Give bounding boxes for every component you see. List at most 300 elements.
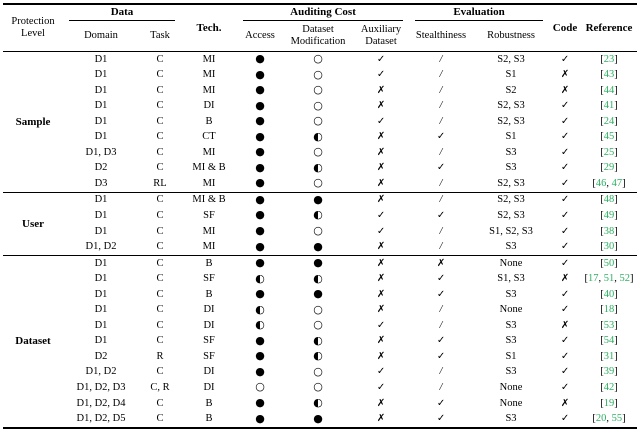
tech-cell: MI	[202, 177, 216, 189]
task-cell: C	[156, 413, 164, 425]
tech-cell: MI	[202, 225, 216, 237]
domain-cell: D1	[94, 209, 108, 221]
table-row	[3, 334, 637, 350]
stealthiness-symbol: /	[439, 225, 443, 237]
dataset-modification-symbol: ○	[313, 145, 323, 159]
dataset-modification-symbol: ○	[313, 176, 323, 190]
tech-cell: DI	[203, 381, 215, 393]
robustness-cell: S3	[505, 319, 517, 331]
citation-link[interactable]: 50	[603, 257, 615, 269]
header-sub-row	[3, 22, 637, 52]
citation-link[interactable]: 53	[603, 319, 615, 331]
auxiliary-dataset-symbol: ✗	[376, 413, 386, 425]
dataset-modification-symbol: ○	[313, 114, 323, 128]
access-symbol: ●	[255, 208, 265, 222]
access-symbol: ●	[255, 114, 265, 128]
reference-cell: [24]	[600, 115, 618, 127]
citation-link[interactable]: 30	[603, 241, 615, 253]
auxiliary-dataset-symbol: ✗	[376, 241, 386, 253]
reference-cell: [53]	[600, 319, 618, 331]
stealthiness-symbol: ✗	[436, 257, 446, 269]
access-symbol: ●	[255, 192, 265, 206]
column-header-domain: Domain	[63, 22, 139, 52]
dataset-modification-symbol: ○	[313, 83, 323, 97]
domain-cell: D1	[94, 84, 108, 96]
stealthiness-symbol: ✓	[436, 273, 446, 285]
robustness-cell: S2, S3	[497, 53, 525, 65]
robustness-cell: S1	[505, 131, 517, 143]
code-symbol: ✓	[560, 257, 570, 269]
citation-link[interactable]: 46	[595, 177, 607, 189]
citation-link[interactable]: 52	[619, 273, 631, 285]
access-symbol: ●	[255, 396, 265, 410]
code-symbol: ✓	[560, 131, 570, 143]
access-symbol: ◐	[255, 302, 265, 316]
auxiliary-dataset-symbol: ✓	[376, 209, 386, 221]
access-symbol: ●	[255, 52, 265, 65]
task-cell: R	[156, 350, 164, 362]
access-symbol: ●	[255, 129, 265, 143]
access-symbol: ●	[255, 411, 265, 425]
auxiliary-dataset-symbol: ✓	[376, 53, 386, 65]
table-row	[3, 240, 637, 256]
dataset-modification-symbol: ○	[313, 224, 323, 238]
dataset-modification-symbol: ○	[313, 380, 323, 394]
dataset-modification-symbol: ●	[313, 239, 323, 253]
auxiliary-dataset-symbol: ✓	[376, 319, 386, 331]
code-symbol: ✓	[560, 241, 570, 253]
task-cell: RL	[153, 177, 167, 189]
task-cell: C	[156, 397, 164, 409]
table-row	[3, 83, 637, 99]
code-symbol: ✗	[560, 84, 570, 96]
domain-cell: D1	[94, 131, 108, 143]
code-symbol: ✗	[560, 273, 570, 285]
code-symbol: ✓	[560, 304, 570, 316]
citation-link[interactable]: 25	[603, 146, 615, 158]
tech-cell: CT	[202, 131, 216, 143]
robustness-cell: S3	[505, 146, 517, 158]
domain-cell: D2	[94, 350, 108, 362]
domain-cell: D3	[94, 177, 108, 189]
access-symbol: ●	[255, 145, 265, 159]
stealthiness-symbol: ✓	[436, 288, 446, 300]
tech-cell: SF	[203, 273, 215, 285]
dataset-modification-symbol: ○	[313, 52, 323, 65]
task-cell: C	[156, 225, 164, 237]
tech-cell: SF	[203, 209, 215, 221]
stealthiness-symbol: /	[439, 115, 443, 127]
stealthiness-symbol: /	[439, 319, 443, 331]
robustness-cell: S1, S2, S3	[489, 225, 533, 237]
table-row	[3, 224, 637, 240]
citation-link[interactable]: 42	[603, 381, 615, 393]
domain-cell: D1, D3	[85, 146, 117, 158]
task-cell: C	[156, 53, 164, 65]
stealthiness-symbol: /	[439, 366, 443, 378]
table-row	[3, 161, 637, 177]
auxiliary-dataset-symbol: ✗	[376, 84, 386, 96]
access-symbol: ●	[255, 349, 265, 363]
robustness-cell: S3	[505, 241, 517, 253]
table-row	[3, 99, 637, 115]
domain-cell: D2	[94, 162, 108, 174]
domain-cell: D1, D2, D4	[76, 397, 126, 409]
access-symbol: ●	[255, 176, 265, 190]
table-row	[3, 256, 637, 272]
reference-cell: [17, 51, 52]	[584, 273, 634, 285]
task-cell: C	[156, 241, 164, 253]
tech-cell: MI & B	[181, 192, 237, 208]
dataset-modification-symbol: ◐	[313, 208, 323, 222]
citation-link[interactable]: 48	[603, 194, 615, 206]
column-header-dataset-modification: Dataset Modification	[283, 22, 353, 52]
citation-link[interactable]: 47	[611, 177, 623, 189]
access-symbol: ●	[255, 160, 265, 174]
domain-cell: D1	[94, 225, 108, 237]
task-cell: C	[156, 100, 164, 112]
robustness-cell: S1	[505, 69, 517, 81]
reference-cell: [41]	[600, 100, 618, 112]
table-row	[3, 208, 637, 224]
table-row	[3, 303, 637, 319]
stealthiness-symbol: ✓	[436, 397, 446, 409]
tech-cell: B	[205, 397, 213, 409]
stealthiness-symbol: ✓	[436, 209, 446, 221]
table-row	[3, 396, 637, 412]
robustness-cell: S1, S3	[497, 273, 525, 285]
domain-cell: D1	[94, 273, 108, 285]
reference-cell: [19]	[600, 397, 618, 409]
stealthiness-symbol: /	[439, 241, 443, 253]
citation-link[interactable]: 18	[603, 304, 615, 316]
stealthiness-symbol: /	[439, 304, 443, 316]
domain-cell: D1	[94, 100, 108, 112]
column-header-protection-level: Protection Level	[3, 4, 63, 52]
domain-cell: D1	[94, 288, 108, 300]
reference-cell: [31]	[600, 350, 618, 362]
code-symbol: ✓	[560, 225, 570, 237]
dataset-modification-symbol: ◐	[313, 271, 323, 285]
table-row	[3, 272, 637, 288]
table-row	[3, 145, 637, 161]
auxiliary-dataset-symbol: ✗	[376, 288, 386, 300]
domain-cell: D1	[94, 53, 108, 65]
header-group-row	[3, 4, 637, 22]
task-cell: C	[156, 366, 164, 378]
access-symbol: ●	[255, 67, 265, 81]
column-group-auditing-cost: Auditing Cost	[237, 4, 409, 22]
code-symbol: ✓	[560, 162, 570, 174]
citation-link[interactable]: 51	[603, 273, 615, 285]
table-header	[3, 4, 637, 52]
reference-cell: [44]	[600, 84, 618, 96]
task-cell: C	[156, 131, 164, 143]
reference-cell: [29]	[600, 162, 618, 174]
task-cell: C	[156, 84, 164, 96]
robustness-cell: S1	[505, 350, 517, 362]
tech-cell: MI & B	[192, 162, 226, 174]
column-header-robustness: Robustness	[473, 22, 549, 52]
reference-cell: [42]	[600, 381, 618, 393]
table-row	[3, 68, 637, 84]
reference-cell: [23]	[600, 53, 618, 65]
code-symbol: ✓	[560, 209, 570, 221]
tech-cell: MI	[202, 241, 216, 253]
domain-cell: D1, D2, D3	[76, 381, 126, 393]
column-group-data: Data	[63, 4, 181, 22]
domain-cell: D1	[94, 69, 108, 81]
access-symbol: ●	[255, 98, 265, 112]
access-symbol: ●	[255, 256, 265, 270]
auxiliary-dataset-symbol: ✗	[376, 146, 386, 158]
robustness-cell: None	[499, 397, 523, 409]
tech-cell: DI	[203, 366, 215, 378]
reference-cell: [54]	[600, 335, 618, 347]
citation-link[interactable]: 23	[603, 53, 615, 65]
dataset-modification-symbol: ●	[313, 287, 323, 301]
code-symbol: ✓	[560, 146, 570, 158]
citation-link[interactable]: 40	[603, 288, 615, 300]
access-symbol: ●	[255, 239, 265, 253]
reference-cell: [48]	[581, 192, 637, 208]
domain-cell: D1	[63, 256, 139, 272]
dataset-modification-symbol: ●	[313, 192, 323, 206]
stealthiness-symbol: ✓	[436, 350, 446, 362]
robustness-cell: S3	[505, 288, 517, 300]
task-cell: C	[156, 209, 164, 221]
code-symbol: ✗	[560, 319, 570, 331]
auxiliary-dataset-symbol: ✗	[376, 194, 386, 206]
citation-link[interactable]: 20	[595, 413, 607, 425]
auxiliary-dataset-symbol: ✓	[376, 381, 386, 393]
audit-methods-table	[3, 3, 637, 429]
code-symbol: ✓	[560, 350, 570, 362]
column-header-code: Code	[549, 4, 581, 52]
citation-link[interactable]: 43	[603, 69, 615, 81]
reference-cell: [18]	[600, 304, 618, 316]
stealthiness-symbol: /	[439, 53, 443, 65]
task-cell: C	[139, 256, 181, 272]
table-row	[3, 192, 637, 208]
tech-cell: B	[181, 256, 237, 272]
tech-cell: B	[205, 413, 213, 425]
code-symbol: ✓	[560, 413, 570, 425]
auxiliary-dataset-symbol: ✗	[376, 397, 386, 409]
table-row	[3, 130, 637, 146]
task-cell: C	[156, 69, 164, 81]
table-row	[3, 318, 637, 334]
code-symbol: ✗	[560, 397, 570, 409]
tech-cell: SF	[203, 335, 215, 347]
dataset-modification-symbol: ●	[313, 411, 323, 425]
task-cell: C	[156, 319, 164, 331]
robustness-cell: S3	[505, 413, 517, 425]
column-header-task: Task	[139, 22, 181, 52]
stealthiness-symbol: /	[439, 69, 443, 81]
stealthiness-symbol: ✓	[436, 131, 446, 143]
protection-level-label-sample: Sample	[15, 115, 51, 128]
code-symbol: ✓	[560, 177, 570, 189]
domain-cell: D1	[63, 192, 139, 208]
reference-cell: [46, 47]	[592, 177, 626, 189]
table-row	[3, 365, 637, 381]
domain-cell: D1	[94, 304, 108, 316]
robustness-cell: S2	[505, 84, 517, 96]
auxiliary-dataset-symbol: ✗	[376, 273, 386, 285]
reference-cell: [50]	[581, 256, 637, 272]
tech-cell: MI	[202, 84, 216, 96]
auxiliary-dataset-symbol: ✓	[376, 366, 386, 378]
domain-cell: D1, D2, D5	[76, 413, 126, 425]
citation-link[interactable]: 29	[603, 162, 615, 174]
citation-link[interactable]: 41	[603, 100, 615, 112]
domain-cell: D1	[94, 319, 108, 331]
dataset-modification-symbol: ◐	[313, 160, 323, 174]
code-symbol: ✓	[560, 100, 570, 112]
auxiliary-dataset-symbol: ✓	[376, 69, 386, 81]
citation-link[interactable]: 38	[603, 225, 615, 237]
robustness-cell: S2, S3	[497, 177, 525, 189]
column-header-auxiliary-dataset: Auxiliary Dataset	[353, 22, 409, 52]
column-header-tech: Tech.	[181, 4, 237, 52]
tech-cell: MI	[202, 69, 216, 81]
protection-level-label-user: User	[3, 192, 63, 255]
code-symbol: ✓	[560, 115, 570, 127]
auxiliary-dataset-symbol: ✗	[376, 162, 386, 174]
tech-cell: MI	[202, 53, 216, 65]
stealthiness-symbol: /	[439, 381, 443, 393]
auxiliary-dataset-symbol: ✗	[376, 335, 386, 347]
stealthiness-symbol: /	[439, 146, 443, 158]
reference-cell: [45]	[600, 131, 618, 143]
dataset-modification-symbol: ◐	[313, 396, 323, 410]
robustness-cell: S3	[505, 162, 517, 174]
robustness-cell: S2, S3	[497, 100, 525, 112]
robustness-cell: S2, S3	[497, 209, 525, 221]
reference-cell: [43]	[600, 69, 618, 81]
task-cell: C	[139, 192, 181, 208]
tech-cell: DI	[203, 100, 215, 112]
dataset-modification-symbol: ○	[313, 364, 323, 378]
tech-cell: B	[205, 115, 213, 127]
citation-link[interactable]: 45	[603, 131, 615, 143]
robustness-cell: S2, S3	[497, 115, 525, 127]
citation-link[interactable]: 55	[611, 413, 623, 425]
robustness-cell: S2, S3	[473, 192, 549, 208]
table-row	[3, 52, 637, 68]
auxiliary-dataset-symbol: ✗	[376, 100, 386, 112]
auxiliary-dataset-symbol: ✗	[376, 304, 386, 316]
task-cell: C	[156, 288, 164, 300]
column-header-reference: Reference	[581, 4, 637, 52]
domain-cell: D1, D2	[85, 241, 117, 253]
reference-cell: [20, 55]	[592, 413, 626, 425]
citation-link[interactable]: 39	[603, 366, 615, 378]
stealthiness-symbol: ✓	[436, 335, 446, 347]
citation-link[interactable]: 19	[603, 397, 615, 409]
access-symbol: ◐	[255, 271, 265, 285]
citation-link[interactable]: 49	[603, 209, 615, 221]
table-row	[3, 349, 637, 365]
code-symbol: ✓	[560, 381, 570, 393]
domain-cell: D1, D2	[85, 366, 117, 378]
access-symbol: ●	[255, 364, 265, 378]
access-symbol: ●	[255, 224, 265, 238]
task-cell: C	[156, 273, 164, 285]
tech-cell: DI	[203, 304, 215, 316]
reference-cell: [25]	[600, 146, 618, 158]
citation-link[interactable]: 31	[603, 350, 615, 362]
task-cell: C	[156, 115, 164, 127]
stealthiness-symbol: ✓	[436, 162, 446, 174]
access-symbol: ○	[255, 380, 265, 394]
citation-link[interactable]: 24	[603, 115, 615, 127]
code-symbol: ✓	[560, 288, 570, 300]
task-cell: C	[156, 162, 164, 174]
robustness-cell: S3	[505, 335, 517, 347]
code-symbol: ✓	[560, 53, 570, 65]
table-row	[3, 380, 637, 396]
stealthiness-symbol: /	[439, 84, 443, 96]
reference-cell: [38]	[600, 225, 618, 237]
citation-link[interactable]: 54	[603, 335, 615, 347]
robustness-cell: None	[499, 381, 523, 393]
auxiliary-dataset-symbol: ✗	[376, 257, 386, 269]
task-cell: C	[156, 335, 164, 347]
reference-cell: [39]	[600, 366, 618, 378]
citation-link[interactable]: 17	[588, 273, 599, 285]
reference-cell: [40]	[600, 288, 618, 300]
code-symbol: ✓	[560, 366, 570, 378]
dataset-modification-symbol: ◐	[313, 333, 323, 347]
task-cell: C	[156, 304, 164, 316]
access-symbol: ●	[255, 333, 265, 347]
auxiliary-dataset-symbol: ✓	[376, 115, 386, 127]
robustness-cell: None	[473, 256, 549, 272]
domain-cell: D1	[94, 335, 108, 347]
dataset-modification-symbol: ○	[313, 98, 323, 112]
domain-cell: D1	[94, 115, 108, 127]
access-symbol: ◐	[255, 318, 265, 332]
table-row	[3, 176, 637, 192]
reference-cell: [30]	[600, 241, 618, 253]
table-row	[3, 114, 637, 130]
column-header-stealthiness: Stealthiness	[409, 22, 473, 52]
code-symbol: ✓	[560, 194, 570, 206]
citation-link[interactable]: 44	[603, 84, 615, 96]
table-body	[3, 52, 637, 429]
access-symbol: ●	[255, 287, 265, 301]
auxiliary-dataset-symbol: ✗	[376, 177, 386, 189]
task-cell: C	[156, 146, 164, 158]
stealthiness-symbol: /	[439, 100, 443, 112]
table-row	[3, 412, 637, 429]
tech-cell: MI	[202, 146, 216, 158]
auxiliary-dataset-symbol: ✗	[376, 350, 386, 362]
column-group-evaluation: Evaluation	[409, 4, 549, 22]
dataset-modification-symbol: ◐	[313, 349, 323, 363]
auxiliary-dataset-symbol: ✗	[376, 131, 386, 143]
tech-cell: B	[205, 288, 213, 300]
stealthiness-symbol: ✓	[436, 413, 446, 425]
tech-cell: DI	[203, 319, 215, 331]
robustness-cell: None	[499, 304, 523, 316]
dataset-modification-symbol: ○	[313, 67, 323, 81]
dataset-modification-symbol: ●	[313, 256, 323, 270]
dataset-modification-symbol: ○	[313, 302, 323, 316]
reference-cell: [49]	[600, 209, 618, 221]
